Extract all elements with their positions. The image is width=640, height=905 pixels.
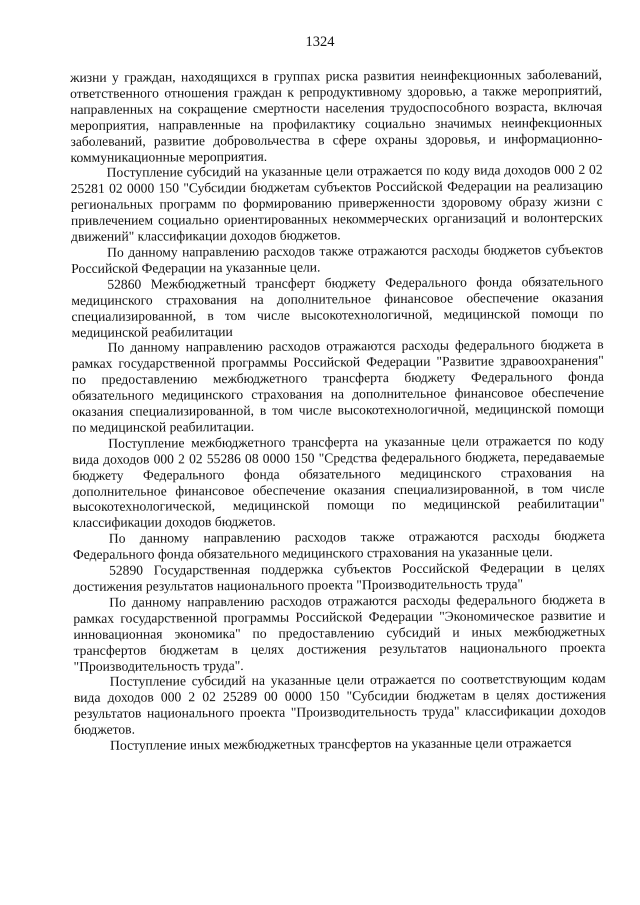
paragraph: Поступление иных межбюджетных трансфертов на указанные цели отражается (110, 735, 572, 753)
paragraph: По данному направлению расходов отражаются расходы федерального бюджета в рамках государственной программы Российской Федерации "Развитие здравоохранения" по предоставлению межбюджетного трансферта бюджету Федерального фонда обязательного медицинского страхования на дополнительное финансовое обеспечение оказания специализированной, в том числе высокотехнологичной, медицинской помощи по медицинской реабилитации. (71, 337, 605, 435)
paragraph: По данному направлению расходов также отражаются расходы бюджета Федерального фонда обязательного медицинского страхования на указанные цели. (72, 528, 605, 563)
paragraph: По данному направлению расходов отражаются расходы федерального бюджета в рамках государственной программы Российской Федерации "Экономическое развитие и инновационная экономика" по предоставлению субсидий и иных межбюджетных трансфертов бюджетам в целях достижения результатов национального проекта "Производительность труда". (73, 591, 606, 674)
paragraph: По данному направлению расходов также отражаются расходы бюджетов субъектов Российской Федерации на указанные цели. (71, 241, 604, 276)
section-heading: 52890 Государственная поддержка субъектов Российской Федерации в целях достижения результатов национального проекта "Производительность труда" (73, 559, 606, 594)
paragraph: Поступление субсидий на указанные цели отражается по коду вида доходов 000 2 02 25281 02 0000 150 "Субсидии бюджетам субъектов Российской Федерации на реализацию региональных программ по формированию приверженности здоровому образу жизни с привлечением социально ориентированных некоммерческих организаций и волонтерских движений" классификации доходов бюджетов. (70, 162, 603, 245)
section-heading: 52860 Межбюджетный трансферт бюджету Федерального фонда обязательного медицинского страхования на дополнительное финансовое обеспечение оказания специализированной, в том числе высокотехнологичной, медицинской помощи по медицинской реабилитации (71, 273, 604, 340)
document-body (70, 67, 606, 754)
paragraph: жизни у граждан, находящихся в группах риска развития неинфекционных заболеваний, ответственного отношения граждан к репродуктивному здоровью, а также мероприятий, направленных на сокращение смертности населения трудоспособного возраста, включая мероприятия, направленные на профилактику социально значимых неинфекционных заболеваний, развитие добровольчества в сфере охраны здоровья, и информационно-коммуникационные мероприятия. (70, 66, 603, 165)
paragraph: Поступление субсидий на указанные цели отражается по соответствующим кодам вида доходов 000 2 02 25289 00 0000 150 "Субсидии бюджетам в целях достижения результатов национального проекта "Производительность труда" классификации доходов бюджетов. (73, 671, 606, 738)
paragraph: Поступление межбюджетного трансферта на указанные цели отражается по коду вида доходов 000 2 02 55286 08 0000 150 "Средства федерального бюджета, передаваемые бюджету Федерального фонда обязательного медицинского страхования на дополнительное финансовое обеспечение оказания специализированной, в том числе высокотехнологической, медицинской помощи по медицинской реабилитации" классификации доходов бюджетов. (72, 432, 605, 531)
page-number: 1324 (305, 34, 335, 50)
